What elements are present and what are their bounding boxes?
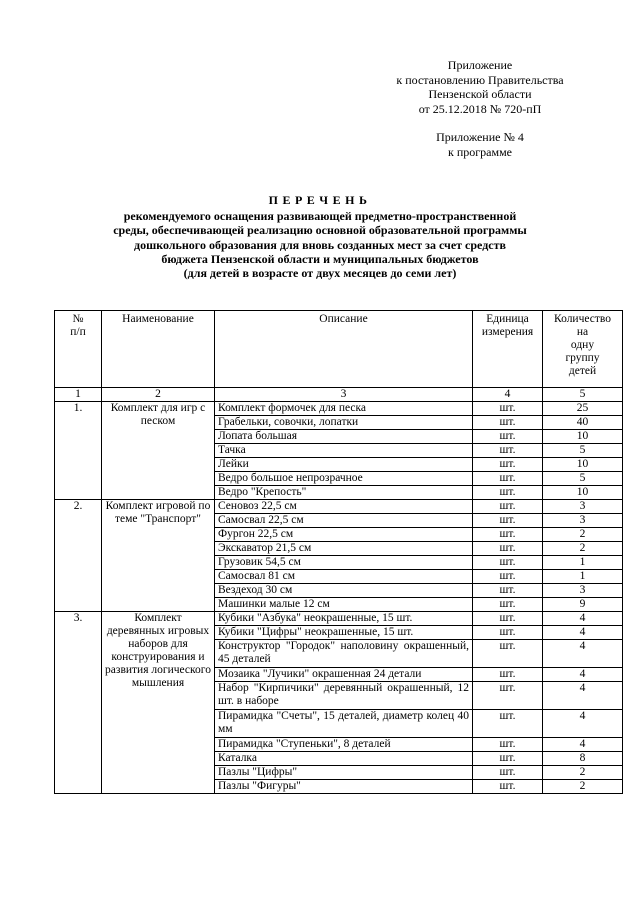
appendix-line: Приложение № 4 xyxy=(436,130,524,144)
item-quantity: 1 xyxy=(543,570,623,584)
group-number: 1. xyxy=(55,402,102,500)
item-unit: шт. xyxy=(473,752,543,766)
item-description: Лопата большая xyxy=(215,430,473,444)
subtitle-line: бюджета Пензенской области и муниципальных бюджетов xyxy=(161,251,479,266)
item-description: Тачка xyxy=(215,444,473,458)
item-unit: шт. xyxy=(473,486,543,500)
item-unit: шт. xyxy=(473,472,543,486)
item-description: Набор "Кирпичики" деревянный окрашенный, 12 шт. в наборе xyxy=(215,682,473,710)
item-unit: шт. xyxy=(473,542,543,556)
item-quantity: 2 xyxy=(543,528,623,542)
appendix-line: к программе xyxy=(447,144,512,159)
group-name: Комплект деревянных игровых наборов для конструирования и развития логического мышления xyxy=(102,612,215,794)
subtitle-line: рекомендуемого оснащения развивающей предметно-пространственной xyxy=(123,209,517,223)
item-quantity: 9 xyxy=(543,598,623,612)
column-number: 2 xyxy=(102,388,215,402)
group-number: 2. xyxy=(55,500,102,612)
item-unit: шт. xyxy=(473,668,543,682)
header-quantity: Количество на одну группу детей xyxy=(543,311,623,388)
column-number: 5 xyxy=(543,388,623,402)
item-quantity: 40 xyxy=(543,416,623,430)
item-unit: шт. xyxy=(473,514,543,528)
column-number-row xyxy=(55,388,623,402)
table-row xyxy=(55,402,623,416)
item-unit: шт. xyxy=(473,570,543,584)
item-description: Лейки xyxy=(215,458,473,472)
item-description: Экскаватор 21,5 см xyxy=(215,542,473,556)
document-title: ПЕРЕЧЕНЬ xyxy=(268,193,372,207)
item-quantity: 4 xyxy=(543,668,623,682)
item-unit: шт. xyxy=(473,402,543,416)
item-quantity: 4 xyxy=(543,612,623,626)
item-quantity: 3 xyxy=(543,584,623,598)
item-description: Пирамидка "Счеты", 15 деталей, диаметр колец 40 мм xyxy=(215,710,473,738)
item-description: Кубики "Цифры" неокрашенные, 15 шт. xyxy=(215,626,473,640)
subtitle-line: (для детей в возрасте от двух месяцев до семи лет) xyxy=(183,266,457,281)
column-number: 1 xyxy=(55,388,102,402)
item-description: Вездеход 30 см xyxy=(215,584,473,598)
item-quantity: 2 xyxy=(543,766,623,780)
item-quantity: 4 xyxy=(543,738,623,752)
item-unit: шт. xyxy=(473,640,543,668)
item-quantity: 4 xyxy=(543,710,623,738)
item-unit: шт. xyxy=(473,738,543,752)
appendix-line: Пензенской области xyxy=(428,87,532,101)
item-unit: шт. xyxy=(473,584,543,598)
item-unit: шт. xyxy=(473,626,543,640)
item-description: Ведро "Крепость" xyxy=(215,486,473,500)
header-unit: Единица измерения xyxy=(473,311,543,388)
item-unit: шт. xyxy=(473,682,543,710)
table-row xyxy=(55,612,623,626)
item-quantity: 3 xyxy=(543,514,623,528)
item-description: Ведро большое непрозрачное xyxy=(215,472,473,486)
item-unit: шт. xyxy=(473,444,543,458)
equipment-table xyxy=(54,310,623,794)
item-quantity: 10 xyxy=(543,486,623,500)
item-unit: шт. xyxy=(473,766,543,780)
item-quantity: 25 xyxy=(543,402,623,416)
item-quantity: 2 xyxy=(543,542,623,556)
item-unit: шт. xyxy=(473,458,543,472)
item-unit: шт. xyxy=(473,430,543,444)
item-description: Пазлы "Цифры" xyxy=(215,766,473,780)
subtitle-line: дошкольного образования для вновь созданных мест за счет средств xyxy=(134,237,506,252)
item-description: Мозаика "Лучики" окрашенная 24 детали xyxy=(215,668,473,682)
item-description: Самосвал 22,5 см xyxy=(215,514,473,528)
item-description: Пирамидка "Ступеньки", 8 деталей xyxy=(215,738,473,752)
item-quantity: 5 xyxy=(543,472,623,486)
item-quantity: 5 xyxy=(543,444,623,458)
column-number: 4 xyxy=(473,388,543,402)
item-unit: шт. xyxy=(473,612,543,626)
item-unit: шт. xyxy=(473,598,543,612)
item-quantity: 10 xyxy=(543,458,623,472)
appendix-line: к постановлению Правительства xyxy=(396,72,564,87)
item-description: Сеновоз 22,5 см xyxy=(215,500,473,514)
item-quantity: 10 xyxy=(543,430,623,444)
column-number: 3 xyxy=(215,388,473,402)
group-number: 3. xyxy=(55,612,102,794)
group-name: Комплект игровой по теме "Транспорт" xyxy=(102,500,215,612)
item-quantity: 4 xyxy=(543,640,623,668)
item-quantity: 4 xyxy=(543,682,623,710)
document-subtitle xyxy=(60,209,580,280)
group-name: Комплект для игр с песком xyxy=(102,402,215,500)
item-unit: шт. xyxy=(473,710,543,738)
appendix-header xyxy=(360,58,600,159)
appendix-line: от 25.12.2018 № 720-пП xyxy=(418,101,542,116)
item-description: Каталка xyxy=(215,752,473,766)
subtitle-line: среды, обеспечивающей реализацию основной образовательной программы xyxy=(113,223,527,238)
item-description: Машинки малые 12 см xyxy=(215,598,473,612)
item-description: Грузовик 54,5 см xyxy=(215,556,473,570)
appendix-line: Приложение xyxy=(447,58,513,72)
item-quantity: 4 xyxy=(543,626,623,640)
header-num: № п/п xyxy=(55,311,102,388)
table-header-row xyxy=(55,311,623,388)
item-description: Грабельки, совочки, лопатки xyxy=(215,416,473,430)
item-quantity: 1 xyxy=(543,556,623,570)
item-description: Самосвал 81 см xyxy=(215,570,473,584)
item-quantity: 2 xyxy=(543,780,623,794)
item-description: Комплект формочек для песка xyxy=(215,402,473,416)
header-name: Наименование xyxy=(102,311,215,388)
item-description: Конструктор "Городок" наполовину окрашенный, 45 деталей xyxy=(215,640,473,668)
item-quantity: 8 xyxy=(543,752,623,766)
item-unit: шт. xyxy=(473,556,543,570)
table-row xyxy=(55,500,623,514)
item-unit: шт. xyxy=(473,500,543,514)
item-unit: шт. xyxy=(473,528,543,542)
item-description: Фургон 22,5 см xyxy=(215,528,473,542)
item-description: Кубики "Азбука" неокрашенные, 15 шт. xyxy=(215,612,473,626)
item-description: Пазлы "Фигуры" xyxy=(215,780,473,794)
header-description: Описание xyxy=(215,311,473,388)
item-unit: шт. xyxy=(473,416,543,430)
item-quantity: 3 xyxy=(543,500,623,514)
item-unit: шт. xyxy=(473,780,543,794)
